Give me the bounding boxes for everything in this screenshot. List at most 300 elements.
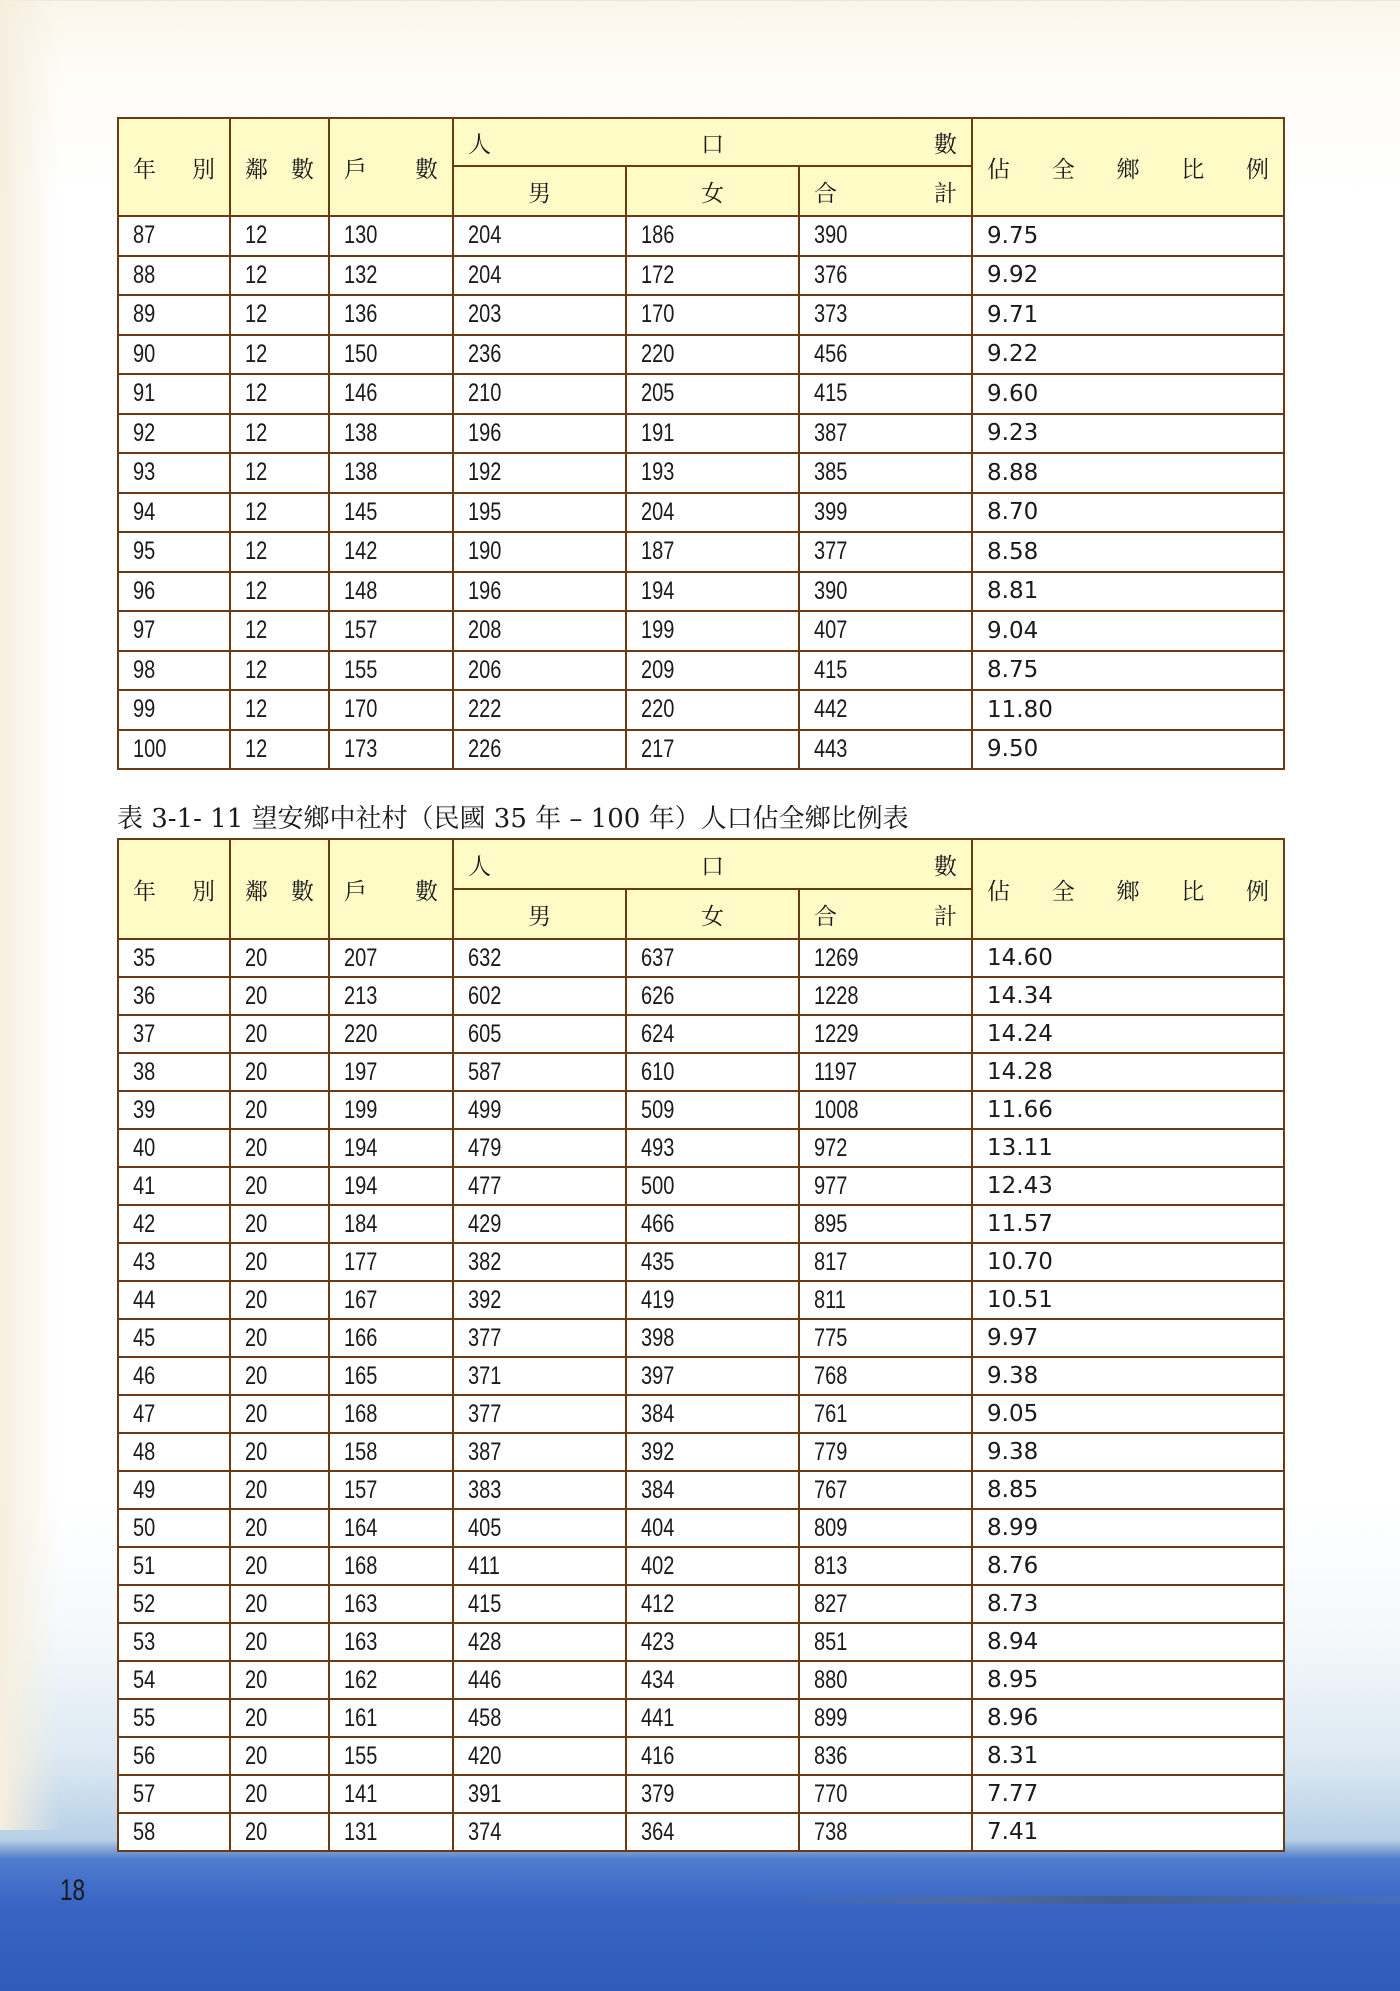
table-row [118,1243,1284,1281]
table-row [118,532,1284,572]
cell-ratio: 14.34 [972,977,1284,1015]
cell-households: 157 [329,611,453,651]
cell-households: 167 [329,1281,453,1319]
cell-male: 605 [453,1015,626,1053]
cell-ratio: 8.75 [972,651,1284,691]
cell-year: 57 [118,1775,230,1813]
cell-villages: 20 [230,1281,329,1319]
table-row [118,453,1284,493]
cell-female: 416 [626,1737,799,1775]
cell-female: 626 [626,977,799,1015]
cell-households: 213 [329,977,453,1015]
cell-households: 163 [329,1623,453,1661]
cell-ratio: 7.41 [972,1813,1284,1851]
cell-households: 168 [329,1395,453,1433]
cell-ratio: 11.66 [972,1091,1284,1129]
cell-villages: 20 [230,1509,329,1547]
cell-ratio: 9.75 [972,216,1284,256]
cell-total: 415 [799,651,972,691]
table-row [118,1319,1284,1357]
cell-female: 404 [626,1509,799,1547]
cell-male: 203 [453,295,626,335]
table-row [118,1053,1284,1091]
cell-year: 90 [118,335,230,375]
header-male: 男 [453,166,626,216]
cell-year: 51 [118,1547,230,1585]
cell-total: 809 [799,1509,972,1547]
page-number: 18 [60,1874,86,1907]
population-table-2 [117,838,1285,1852]
cell-year: 100 [118,730,230,770]
header-villages: 鄰 數 [230,118,329,216]
table-row [118,611,1284,651]
cell-households: 220 [329,1015,453,1053]
cell-ratio: 8.58 [972,532,1284,572]
table-row [118,730,1284,770]
cell-year: 43 [118,1243,230,1281]
cell-female: 509 [626,1091,799,1129]
cell-households: 142 [329,532,453,572]
cell-households: 170 [329,690,453,730]
cell-total: 390 [799,572,972,612]
header-male: 男 [453,889,626,939]
cell-total: 1269 [799,939,972,977]
cell-villages: 20 [230,1395,329,1433]
cell-households: 141 [329,1775,453,1813]
header-households: 戶 數 [329,839,453,939]
cell-households: 194 [329,1167,453,1205]
cell-male: 374 [453,1813,626,1851]
cell-ratio: 8.88 [972,453,1284,493]
cell-villages: 12 [230,453,329,493]
header-year: 年 別 [118,839,230,939]
table-row [118,1471,1284,1509]
cell-year: 89 [118,295,230,335]
header-year: 年 別 [118,118,230,216]
cell-year: 38 [118,1053,230,1091]
cell-ratio: 9.92 [972,256,1284,296]
cell-male: 429 [453,1205,626,1243]
table-body [118,939,1284,1851]
table-header [118,118,1284,216]
cell-villages: 20 [230,1433,329,1471]
cell-total: 385 [799,453,972,493]
cell-female: 220 [626,335,799,375]
cell-total: 899 [799,1699,972,1737]
cell-ratio: 9.50 [972,730,1284,770]
cell-female: 193 [626,453,799,493]
cell-male: 477 [453,1167,626,1205]
cell-villages: 20 [230,1813,329,1851]
cell-households: 155 [329,1737,453,1775]
cell-villages: 12 [230,335,329,375]
cell-female: 384 [626,1395,799,1433]
cell-households: 155 [329,651,453,691]
cell-total: 1228 [799,977,972,1015]
cell-villages: 20 [230,1775,329,1813]
cell-female: 384 [626,1471,799,1509]
header-population: 人 口 數 [453,118,972,166]
cell-female: 186 [626,216,799,256]
cell-total: 827 [799,1585,972,1623]
cell-ratio: 8.95 [972,1661,1284,1699]
cell-total: 813 [799,1547,972,1585]
cell-villages: 20 [230,1053,329,1091]
cell-year: 36 [118,977,230,1015]
table-row [118,1813,1284,1851]
cell-households: 131 [329,1813,453,1851]
cell-households: 165 [329,1357,453,1395]
cell-male: 382 [453,1243,626,1281]
cell-year: 55 [118,1699,230,1737]
cell-ratio: 9.38 [972,1433,1284,1471]
cell-male: 446 [453,1661,626,1699]
cell-villages: 20 [230,1737,329,1775]
table-row [118,216,1284,256]
cell-male: 190 [453,532,626,572]
cell-ratio: 14.28 [972,1053,1284,1091]
cell-total: 1008 [799,1091,972,1129]
cell-total: 1197 [799,1053,972,1091]
cell-female: 624 [626,1015,799,1053]
cell-villages: 12 [230,216,329,256]
cell-ratio: 8.96 [972,1699,1284,1737]
table-row [118,1091,1284,1129]
cell-total: 895 [799,1205,972,1243]
cell-female: 398 [626,1319,799,1357]
cell-villages: 20 [230,1471,329,1509]
cell-villages: 12 [230,611,329,651]
sea-photo-background [0,1858,1400,1991]
table-row [118,572,1284,612]
header-female: 女 [626,166,799,216]
cell-total: 880 [799,1661,972,1699]
cell-male: 499 [453,1091,626,1129]
cell-male: 195 [453,493,626,533]
cell-year: 52 [118,1585,230,1623]
cell-male: 236 [453,335,626,375]
cell-villages: 20 [230,1547,329,1585]
cell-male: 420 [453,1737,626,1775]
cell-households: 166 [329,1319,453,1357]
cell-male: 405 [453,1509,626,1547]
cell-households: 194 [329,1129,453,1167]
cell-total: 443 [799,730,972,770]
cell-female: 170 [626,295,799,335]
cell-villages: 20 [230,939,329,977]
cell-households: 173 [329,730,453,770]
table-header [118,839,1284,939]
cell-female: 412 [626,1585,799,1623]
table-row [118,295,1284,335]
cell-ratio: 9.97 [972,1319,1284,1357]
cell-female: 441 [626,1699,799,1737]
cell-total: 407 [799,611,972,651]
cell-male: 196 [453,572,626,612]
cell-villages: 12 [230,532,329,572]
cell-male: 196 [453,414,626,454]
table-row [118,1281,1284,1319]
cell-male: 479 [453,1129,626,1167]
cell-households: 136 [329,295,453,335]
cell-male: 392 [453,1281,626,1319]
header-households: 戶 數 [329,118,453,216]
cell-ratio: 9.71 [972,295,1284,335]
cell-total: 977 [799,1167,972,1205]
cell-ratio: 9.04 [972,611,1284,651]
cell-ratio: 11.80 [972,690,1284,730]
cell-year: 99 [118,690,230,730]
cell-villages: 20 [230,1661,329,1699]
cell-total: 415 [799,374,972,414]
cell-male: 411 [453,1547,626,1585]
cell-female: 194 [626,572,799,612]
cell-female: 217 [626,730,799,770]
cell-female: 199 [626,611,799,651]
cell-male: 602 [453,977,626,1015]
cell-year: 41 [118,1167,230,1205]
cell-ratio: 9.05 [972,1395,1284,1433]
population-table-1 [117,117,1285,770]
page-edge-shading [0,0,60,1830]
cell-total: 390 [799,216,972,256]
cell-households: 168 [329,1547,453,1585]
cell-male: 210 [453,374,626,414]
header-female: 女 [626,889,799,939]
table-row [118,1129,1284,1167]
cell-ratio: 10.70 [972,1243,1284,1281]
cell-households: 130 [329,216,453,256]
cell-households: 150 [329,335,453,375]
cell-year: 37 [118,1015,230,1053]
cell-year: 92 [118,414,230,454]
table-row [118,1433,1284,1471]
cell-female: 434 [626,1661,799,1699]
table-row [118,414,1284,454]
cell-male: 391 [453,1775,626,1813]
cell-total: 442 [799,690,972,730]
cell-total: 377 [799,532,972,572]
cell-male: 208 [453,611,626,651]
cell-year: 58 [118,1813,230,1851]
cell-households: 207 [329,939,453,977]
cell-year: 97 [118,611,230,651]
cell-total: 768 [799,1357,972,1395]
cell-total: 817 [799,1243,972,1281]
table-row [118,1737,1284,1775]
cell-villages: 12 [230,414,329,454]
cell-female: 209 [626,651,799,691]
cell-male: 587 [453,1053,626,1091]
cell-households: 138 [329,453,453,493]
cell-total: 811 [799,1281,972,1319]
cell-households: 164 [329,1509,453,1547]
cell-total: 770 [799,1775,972,1813]
cell-female: 379 [626,1775,799,1813]
cell-year: 39 [118,1091,230,1129]
header-total: 合 計 [799,889,972,939]
cell-female: 493 [626,1129,799,1167]
cell-year: 94 [118,493,230,533]
cell-male: 377 [453,1319,626,1357]
cell-households: 145 [329,493,453,533]
header-villages: 鄰 數 [230,839,329,939]
cell-ratio: 14.24 [972,1015,1284,1053]
cell-year: 56 [118,1737,230,1775]
cell-villages: 12 [230,295,329,335]
cell-total: 387 [799,414,972,454]
cell-male: 192 [453,453,626,493]
cell-households: 158 [329,1433,453,1471]
cell-total: 1229 [799,1015,972,1053]
cell-ratio: 9.60 [972,374,1284,414]
cell-households: 162 [329,1661,453,1699]
cell-female: 435 [626,1243,799,1281]
cell-female: 220 [626,690,799,730]
cell-ratio: 8.31 [972,1737,1284,1775]
cell-villages: 20 [230,1129,329,1167]
cell-female: 466 [626,1205,799,1243]
table-row [118,256,1284,296]
cell-female: 637 [626,939,799,977]
cell-male: 632 [453,939,626,977]
cell-year: 98 [118,651,230,691]
cell-ratio: 9.38 [972,1357,1284,1395]
cell-male: 383 [453,1471,626,1509]
cell-female: 500 [626,1167,799,1205]
table-row [118,1509,1284,1547]
cell-households: 184 [329,1205,453,1243]
cell-villages: 20 [230,1623,329,1661]
table-row [118,1699,1284,1737]
cell-female: 205 [626,374,799,414]
table-row [118,1167,1284,1205]
cell-ratio: 8.94 [972,1623,1284,1661]
cell-female: 610 [626,1053,799,1091]
cell-female: 402 [626,1547,799,1585]
cell-villages: 20 [230,1205,329,1243]
table-row [118,335,1284,375]
cell-total: 767 [799,1471,972,1509]
cell-male: 415 [453,1585,626,1623]
cell-villages: 12 [230,493,329,533]
cell-villages: 12 [230,730,329,770]
cell-villages: 20 [230,1243,329,1281]
header-total: 合 計 [799,166,972,216]
cell-total: 456 [799,335,972,375]
cell-male: 204 [453,216,626,256]
table-row [118,493,1284,533]
cell-ratio: 8.99 [972,1509,1284,1547]
table-row [118,1357,1284,1395]
cell-female: 419 [626,1281,799,1319]
cell-year: 48 [118,1433,230,1471]
cell-total: 836 [799,1737,972,1775]
cell-year: 87 [118,216,230,256]
cell-households: 177 [329,1243,453,1281]
cell-year: 45 [118,1319,230,1357]
cell-villages: 20 [230,1699,329,1737]
cell-male: 377 [453,1395,626,1433]
cell-year: 54 [118,1661,230,1699]
table-row [118,690,1284,730]
cell-ratio: 10.51 [972,1281,1284,1319]
cell-households: 197 [329,1053,453,1091]
cell-female: 423 [626,1623,799,1661]
cell-female: 397 [626,1357,799,1395]
cell-total: 775 [799,1319,972,1357]
cell-year: 35 [118,939,230,977]
cell-male: 387 [453,1433,626,1471]
cell-year: 40 [118,1129,230,1167]
cell-villages: 20 [230,1015,329,1053]
cell-households: 157 [329,1471,453,1509]
cell-villages: 20 [230,977,329,1015]
table-row [118,1661,1284,1699]
table-row [118,1547,1284,1585]
cell-villages: 20 [230,1167,329,1205]
cell-ratio: 8.81 [972,572,1284,612]
header-population: 人 口 數 [453,839,972,889]
cell-total: 373 [799,295,972,335]
cell-households: 138 [329,414,453,454]
cell-year: 53 [118,1623,230,1661]
cell-female: 204 [626,493,799,533]
cell-villages: 12 [230,651,329,691]
cell-male: 428 [453,1623,626,1661]
cell-households: 163 [329,1585,453,1623]
table-row [118,1395,1284,1433]
cell-ratio: 7.77 [972,1775,1284,1813]
cell-villages: 20 [230,1357,329,1395]
cell-ratio: 14.60 [972,939,1284,977]
cell-total: 738 [799,1813,972,1851]
cell-male: 371 [453,1357,626,1395]
cell-ratio: 9.22 [972,335,1284,375]
cell-year: 91 [118,374,230,414]
cell-female: 187 [626,532,799,572]
cell-villages: 12 [230,374,329,414]
table-row [118,1015,1284,1053]
cell-households: 132 [329,256,453,296]
cell-villages: 20 [230,1319,329,1357]
table-row [118,1623,1284,1661]
header-ratio: 佔 全 鄉 比 例 [972,118,1284,216]
cell-ratio: 9.23 [972,414,1284,454]
cell-total: 399 [799,493,972,533]
cell-female: 392 [626,1433,799,1471]
cell-total: 376 [799,256,972,296]
cell-villages: 12 [230,690,329,730]
cell-female: 364 [626,1813,799,1851]
table-row [118,1205,1284,1243]
cell-ratio: 8.76 [972,1547,1284,1585]
table-row [118,977,1284,1015]
cell-male: 222 [453,690,626,730]
table-row [118,1775,1284,1813]
cell-households: 199 [329,1091,453,1129]
cell-year: 44 [118,1281,230,1319]
table-row [118,1585,1284,1623]
cell-ratio: 8.85 [972,1471,1284,1509]
cell-male: 206 [453,651,626,691]
cell-ratio: 13.11 [972,1129,1284,1167]
cell-year: 47 [118,1395,230,1433]
table-body [118,216,1284,769]
cell-ratio: 8.70 [972,493,1284,533]
cell-villages: 12 [230,572,329,612]
header-ratio: 佔 全 鄉 比 例 [972,839,1284,939]
